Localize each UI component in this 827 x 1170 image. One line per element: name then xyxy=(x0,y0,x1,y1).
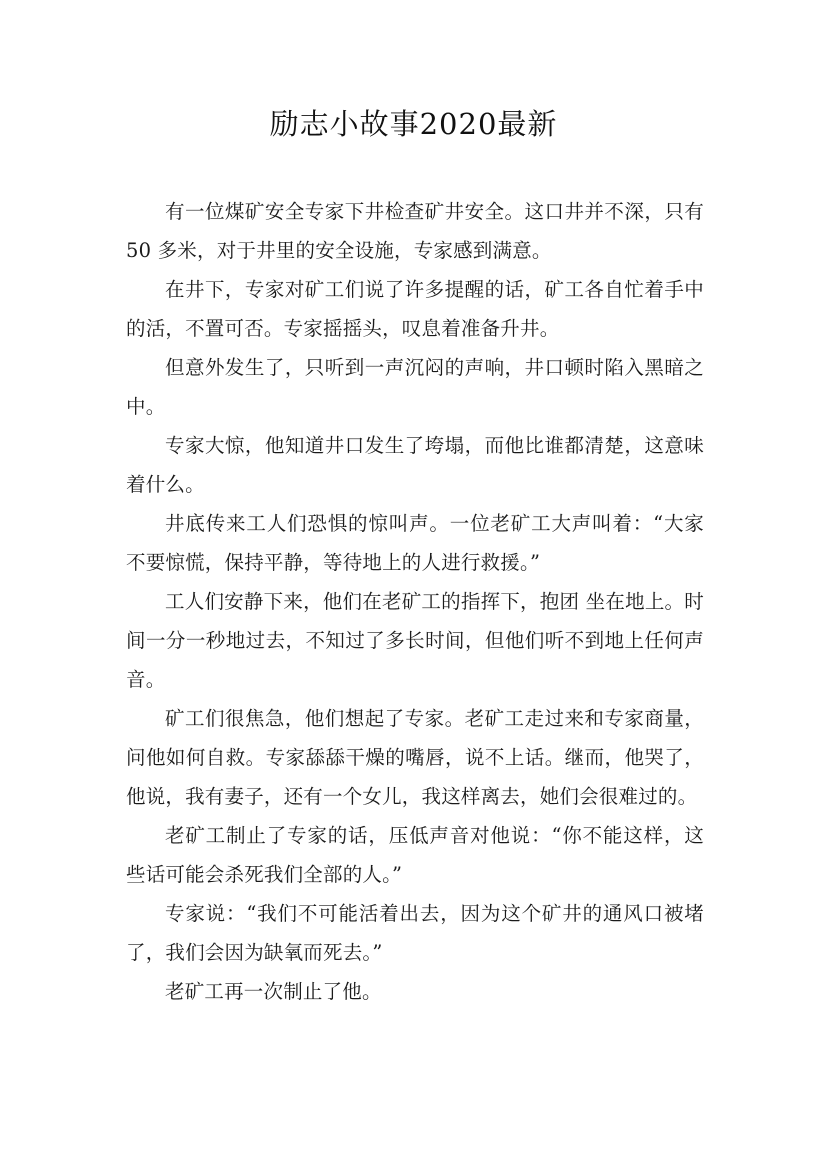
paragraph: 老矿工制止了专家的话，压低声音对他说：“你不能这样，这些话可能会杀死我们全部的人。” xyxy=(126,824,704,886)
paragraph: 专家大惊，他知道井口发生了垮塌，而他比谁都清楚，这意味着什么。 xyxy=(126,434,704,496)
paragraph: 但意外发生了，只听到一声沉闷的声响，井口顿时陷入黑暗之中。 xyxy=(126,356,704,418)
paragraph: 矿工们很焦急，他们想起了专家。老矿工走过来和专家商量，问他如何自救。专家舔舔干燥的嘴唇，说不上话。继而，他哭了，他说，我有妻子，还有一个女儿，我这样离去，她们会很难过的。 xyxy=(126,707,704,808)
paragraph: 有一位煤矿安全专家下井检查矿井安全。这口井并不深，只有 50 多米，对于井里的安全设施，专家感到满意。 xyxy=(126,200,704,262)
paragraph: 专家说：“我们不可能活着出去，因为这个矿井的通风口被堵了，我们会因为缺氧而死去。” xyxy=(126,902,704,964)
document-body xyxy=(126,192,704,1011)
paragraph: 在井下，专家对矿工们说了许多提醒的话，矿工各自忙着手中的活，不置可否。专家摇摇头，叹息着准备升井。 xyxy=(126,278,704,340)
paragraph: 老矿工再一次制止了他。 xyxy=(165,980,382,1003)
paragraph: 工人们安静下来，他们在老矿工的指挥下，抱团 坐在地上。时间一分一秒地过去，不知过了多长时间，但他们听不到地上任何声音。 xyxy=(126,590,704,691)
paragraph: 井底传来工人们恐惧的惊叫声。一位老矿工大声叫着：“大家不要惊慌，保持平静，等待地上的人进行救援。” xyxy=(126,512,704,574)
document-title: 励志小故事2020最新 xyxy=(269,107,558,141)
